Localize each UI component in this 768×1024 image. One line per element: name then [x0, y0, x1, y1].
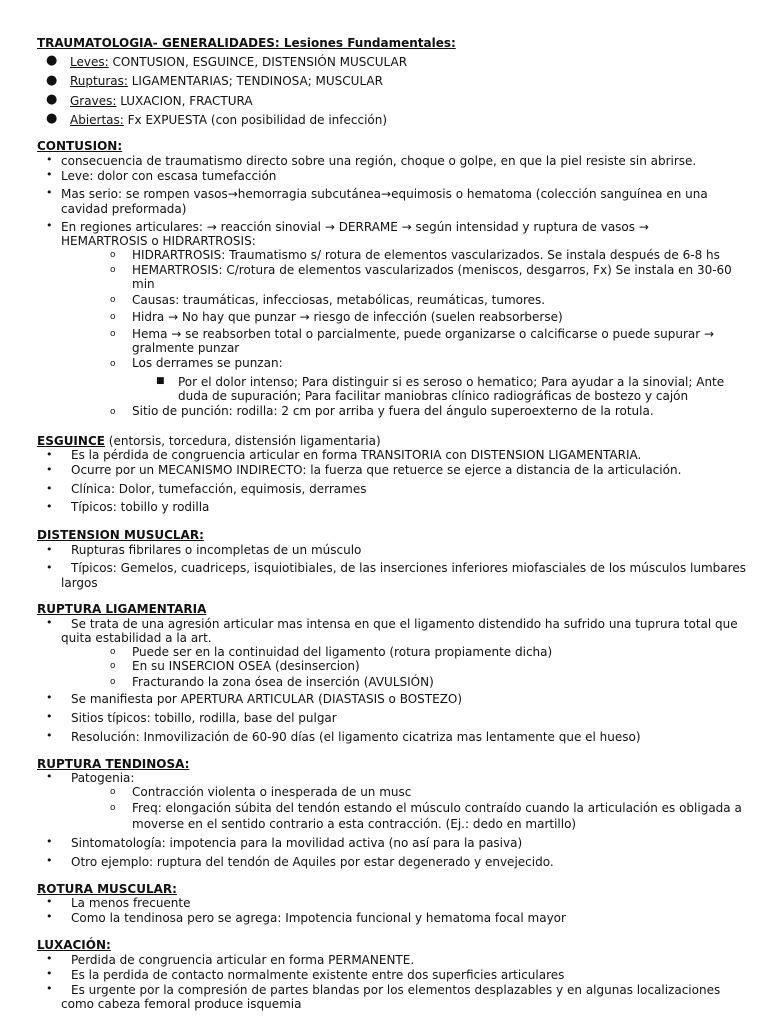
list-item: Rupturas fibrilares o incompletas de un músculo: [71, 543, 362, 557]
bullet-icon: •: [46, 910, 53, 923]
sub-list-item: Hema → se reabsorben total o parcialmente, puede organizarse o calcificarse o puede supurar →: [132, 327, 715, 341]
sub-bullet-icon: o: [110, 407, 116, 417]
sub-list-item: HIDRARTROSIS: Traumatismo s/ rotura de elementos vascularizados. Se instala después de 6-8 hs: [132, 248, 720, 262]
list-item: Es urgente por la compresión de partes blandas por los elementos desplazables y en algunas localizaciones: [71, 983, 721, 997]
bullet-icon: ●: [46, 73, 58, 88]
intro-item: Graves: LUXACION, FRACTURA: [70, 94, 253, 108]
bullet-icon: •: [46, 770, 53, 783]
sub-bullet-icon: o: [110, 647, 116, 657]
sub-list-item: Causas: traumáticas, infecciosas, metabólicas, reumáticas, tumores.: [132, 293, 546, 307]
bullet-icon: •: [46, 895, 53, 908]
sub-bullet-icon: o: [110, 295, 116, 305]
sub-list-item: Hidra → No hay que punzar → riesgo de infección (suelen reabsorberse): [132, 310, 563, 324]
sub-list-item: Contracción violenta o inesperada de un musc: [132, 785, 412, 799]
section-heading-tendinosa: RUPTURA TENDINOSA:: [37, 757, 190, 771]
bullet-icon: •: [46, 561, 53, 574]
sub-bullet-icon: o: [110, 250, 116, 260]
sub-bullet-icon: o: [110, 312, 116, 322]
bullet-icon: •: [46, 616, 53, 629]
bullet-icon: •: [46, 463, 53, 476]
intro-item: Leves: CONTUSION, ESGUINCE, DISTENSIÓN MUSCULAR: [70, 55, 408, 69]
bullet-icon: •: [46, 710, 53, 723]
bullet-icon: ●: [46, 111, 58, 126]
list-item: Leve: dolor con escasa tumefacción: [61, 169, 277, 183]
bullet-icon: •: [46, 482, 53, 495]
list-item: Típicos: Gemelos, cuadriceps, isquiotibiales, de las inserciones inferiores miofasciales de los músculos lumbares: [71, 561, 746, 575]
sub-bullet-icon: o: [110, 677, 116, 687]
list-item: Como la tendinosa pero se agrega: Impotencia funcional y hematoma focal mayor: [71, 911, 566, 925]
bullet-icon: ●: [46, 53, 58, 68]
document-title: TRAUMATOLOGIA- GENERALIDADES: Lesiones Fundamentales:: [37, 36, 456, 50]
list-item-continuation: largos: [61, 576, 98, 590]
square-bullet-icon: ■: [156, 376, 165, 386]
section-heading-distension: DISTENSION MUSUCLAR:: [37, 528, 204, 542]
list-item: Ocurre por un MECANISMO INDIRECTO: la fuerza que retuerce se ejerce a distancia de la articulación.: [71, 463, 682, 477]
bullet-icon: •: [46, 500, 53, 513]
bullet-icon: •: [46, 982, 53, 995]
list-item: Mas serio: se rompen vasos→hemorragia subcutánea→equimosis o hematoma (colección sanguínea en una: [61, 187, 708, 201]
intro-item: Abiertas: Fx EXPUESTA (con posibilidad de infección): [70, 113, 388, 127]
bullet-icon: •: [46, 153, 53, 166]
sub-bullet-icon: o: [110, 787, 116, 797]
bullet-icon: •: [46, 168, 53, 181]
bullet-icon: •: [46, 854, 53, 867]
bullet-icon: •: [46, 543, 53, 556]
bullet-icon: •: [46, 448, 53, 461]
list-item: Se trata de una agresión articular mas intensa en que el ligamento distendido ha sufrido una tuprura total que: [71, 617, 738, 631]
list-item: Clínica: Dolor, tumefacción, equimosis, derrames: [71, 482, 367, 496]
sub-sub-list-item: Por el dolor intenso; Para distinguir si es seroso o hematico; Para ayudar a la sinovial; Ante: [178, 375, 725, 389]
bullet-icon: •: [46, 835, 53, 848]
list-item: Es la pérdida de congruencia articular en forma TRANSITORIA con DISTENSION LIGAMENTARIA.: [71, 448, 642, 462]
section-heading-luxacion: LUXACIÓN:: [37, 938, 111, 952]
list-item: Patogenia:: [71, 771, 135, 785]
section-heading-esguince: ESGUINCE (entorsis, torcedura, distensión ligamentaria): [37, 434, 381, 448]
bullet-icon: •: [46, 967, 53, 980]
list-item: En regiones articulares: → reacción sinovial → DERRAME → según intensidad y ruptura de vasos →: [61, 220, 649, 234]
sub-list-item-continuation: moverse en el sentido contrario a esta contracción. (Ej.: dedo en martillo): [132, 817, 577, 831]
list-item: Sintomatología: impotencia para la movilidad activa (no así para la pasiva): [71, 836, 523, 850]
bullet-icon: ●: [46, 92, 58, 107]
sub-bullet-icon: o: [110, 803, 116, 813]
sub-bullet-icon: o: [110, 329, 116, 339]
intro-item: Rupturas: LIGAMENTARIAS; TENDINOSA; MUSCULAR: [70, 74, 383, 88]
sub-list-item: Los derrames se punzan:: [132, 356, 283, 370]
list-item-continuation: cavidad preformada): [61, 202, 187, 216]
list-item: Típicos: tobillo y rodilla: [71, 500, 210, 514]
sub-bullet-icon: o: [110, 359, 116, 369]
list-item-continuation: como cabeza femoral produce isquemia: [61, 997, 302, 1011]
sub-list-item: Sitio de punción: rodilla: 2 cm por arriba y fuera del ángulo superoexterno de la rotula.: [132, 404, 654, 418]
sub-list-item-continuation: min: [132, 277, 155, 291]
list-item: consecuencia de traumatismo directo sobre una región, choque o golpe, en que la piel resiste sin abrirse.: [61, 154, 697, 168]
sub-list-item-continuation: gralmente punzar: [132, 341, 240, 355]
list-item: Otro ejemplo: ruptura del tendón de Aquiles por estar degenerado y envejecido.: [71, 855, 554, 869]
sub-bullet-icon: o: [110, 265, 116, 275]
sub-list-item: HEMARTROSIS: C/rotura de elementos vascularizados (meniscos, desgarros, Fx) Se instala en 30-60: [132, 263, 732, 277]
list-item: La menos frecuente: [71, 896, 191, 910]
list-item-continuation: HEMARTROSIS o HIDRARTROSIS:: [61, 234, 256, 248]
bullet-icon: •: [46, 219, 53, 232]
list-item: Es la perdida de contacto normalmente existente entre dos superficies articulares: [71, 968, 565, 982]
list-item: Se manifiesta por APERTURA ARTICULAR (DIASTASIS o BOSTEZO): [71, 692, 463, 706]
sub-sub-list-item-continuation: duda de supuración; Para facilitar maniobras clínico radiográficas de bostezo y cajón: [178, 389, 689, 403]
section-heading-ligamentaria: RUPTURA LIGAMENTARIA: [37, 602, 207, 616]
sub-list-item: Freq: elongación súbita del tendón estando el músculo contraído cuando la articulación es obligada a: [132, 801, 742, 815]
list-item: Sitios típicos: tobillo, rodilla, base del pulgar: [71, 711, 337, 725]
sub-bullet-icon: o: [110, 661, 116, 671]
bullet-icon: •: [46, 186, 53, 199]
sub-list-item: Puede ser en la continuidad del ligamento (rotura propiamente dicha): [132, 645, 553, 659]
list-item: Resolución: Inmovilización de 60-90 días (el ligamento cicatriza mas lentamente que el hueso): [71, 730, 641, 744]
bullet-icon: •: [46, 729, 53, 742]
section-heading-rotura-muscular: ROTURA MUSCULAR:: [37, 882, 177, 896]
list-item-continuation: quita estabilidad a la art.: [61, 631, 212, 645]
list-item: Perdida de congruencia articular en forma PERMANENTE.: [71, 953, 415, 967]
section-heading-contusion: CONTUSION:: [37, 139, 123, 153]
bullet-icon: •: [46, 952, 53, 965]
sub-list-item: En su INSERCION OSEA (desinsercion): [132, 659, 360, 673]
bullet-icon: •: [46, 691, 53, 704]
sub-list-item: Fracturando la zona ósea de inserción (AVULSIÓN): [132, 675, 434, 689]
